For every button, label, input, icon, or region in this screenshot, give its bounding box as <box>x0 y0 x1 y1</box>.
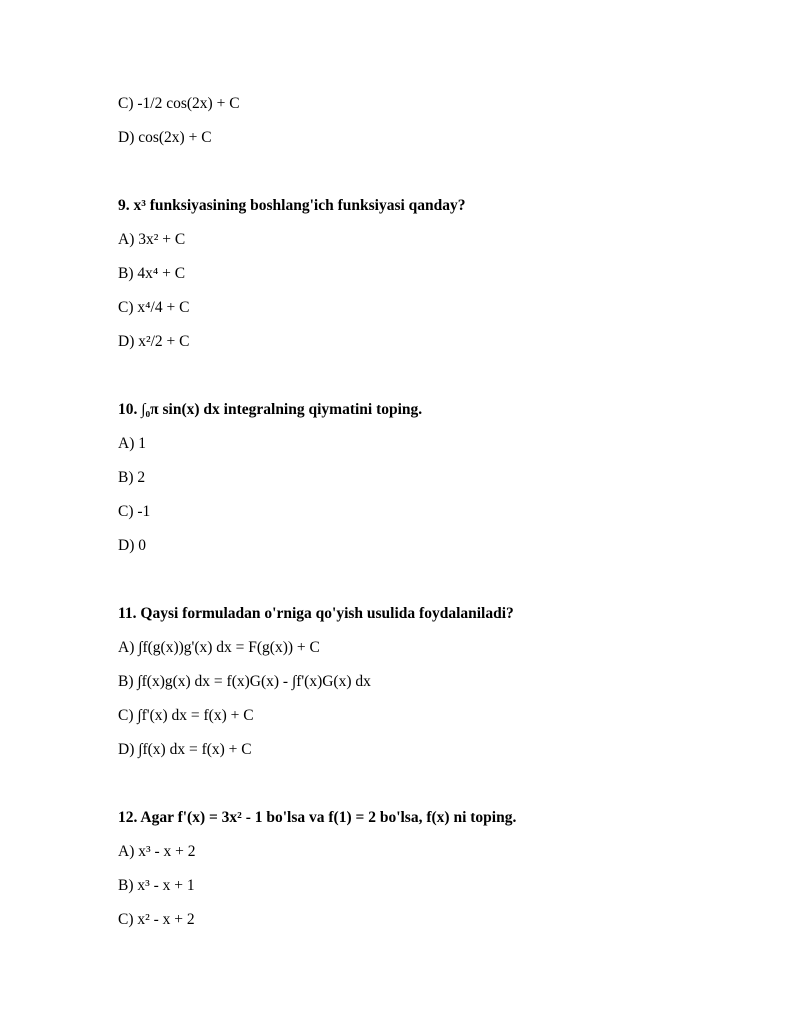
spacer <box>118 161 758 183</box>
spacer <box>118 569 758 591</box>
option-d: D) ∫f(x) dx = f(x) + C <box>118 741 252 758</box>
option-d: D) 0 <box>118 537 146 554</box>
option-b: B) x³ - x + 1 <box>118 877 195 894</box>
question-10: 10. ∫₀π sin(x) dx integralning qiymatini toping. <box>118 401 423 418</box>
option-c: C) -1 <box>118 503 151 520</box>
option-d: D) x²/2 + C <box>118 333 190 350</box>
option-b: B) 4x⁴ + C <box>118 265 186 282</box>
option-c: C) x⁴/4 + C <box>118 299 190 316</box>
option-a: A) 1 <box>118 435 146 452</box>
spacer <box>118 773 758 795</box>
document-content <box>118 93 758 943</box>
option-b: B) ∫f(x)g(x) dx = f(x)G(x) - ∫f'(x)G(x) dx <box>118 673 371 690</box>
spacer <box>118 365 758 387</box>
question-11: 11. Qaysi formuladan o'rniga qo'yish usulida foydalaniladi? <box>118 605 514 622</box>
option-b: B) 2 <box>118 469 146 486</box>
option-c: C) -1/2 cos(2x) + C <box>118 95 240 112</box>
question-9: 9. x³ funksiyasining boshlang'ich funksiyasi qanday? <box>118 197 466 214</box>
option-a: A) ∫f(g(x))g'(x) dx = F(g(x)) + C <box>118 639 320 656</box>
option-c: C) x² - x + 2 <box>118 911 195 928</box>
option-d: D) cos(2x) + C <box>118 129 212 146</box>
option-a: A) x³ - x + 2 <box>118 843 196 860</box>
question-12: 12. Agar f'(x) = 3x² - 1 bo'lsa va f(1) = 2 bo'lsa, f(x) ni toping. <box>118 809 517 826</box>
option-a: A) 3x² + C <box>118 231 186 248</box>
option-c: C) ∫f'(x) dx = f(x) + C <box>118 707 254 724</box>
